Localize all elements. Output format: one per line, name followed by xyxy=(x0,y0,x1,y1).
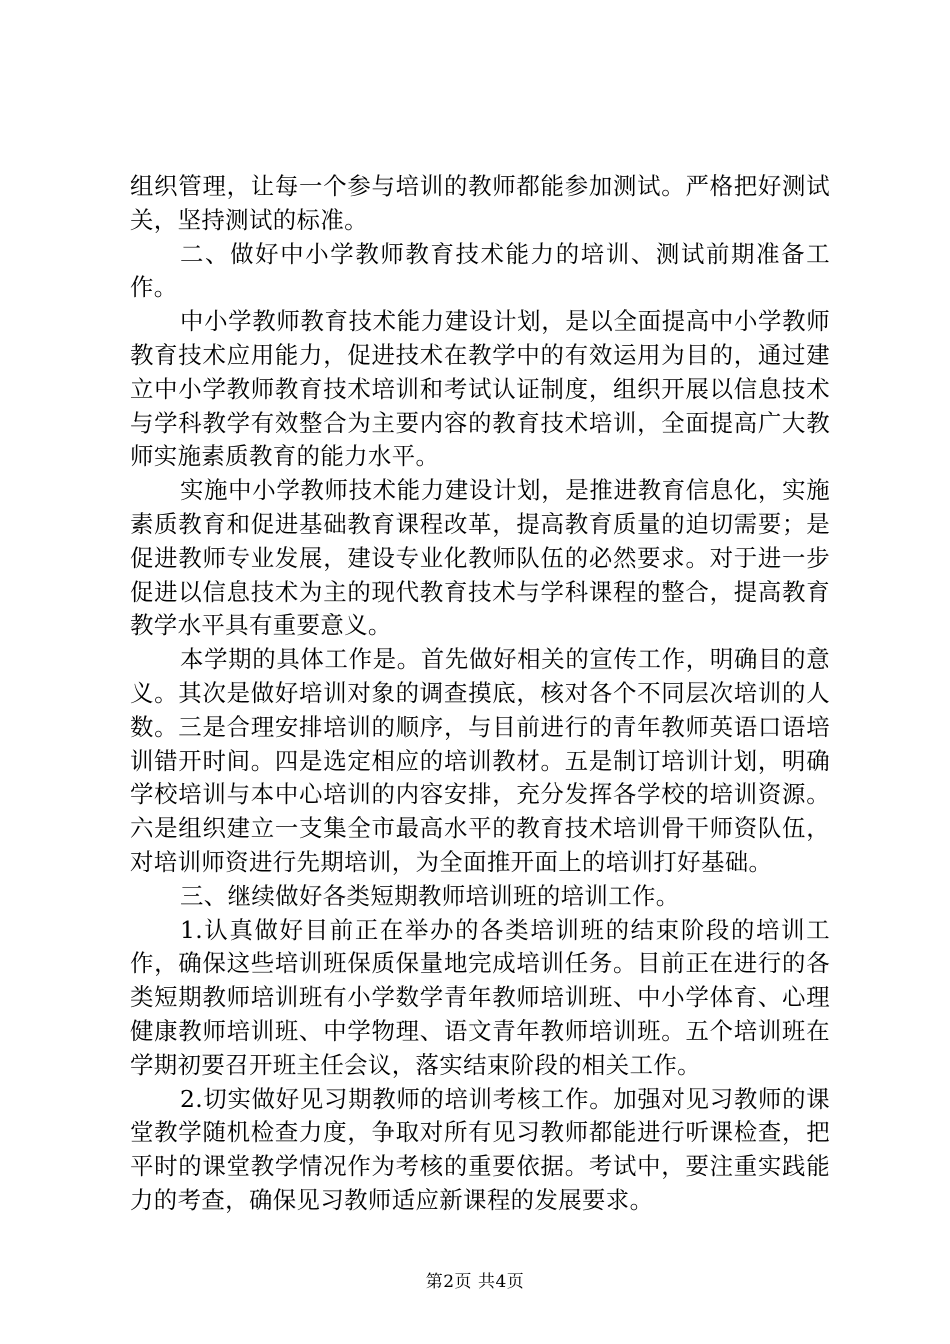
paragraph-5: 本学期的具体工作是。首先做好相关的宣传工作，明确目的意义。其次是做好培训对象的调查摸底，核对各个不同层次培训的人数。三是合理安排培训的顺序，与目前进行的青年教师英语口语培训错开时间。四是选定相应的培训教材。五是制订培训计划，明确学校培训与本中心培训的内容安排，充分发挥各学校的培训资源。六是组织建立一支集全市最高水平的教育技术培训骨干师资队伍，对培训师资进行先期培训，为全面推开面上的培训打好基础。 xyxy=(130,645,830,876)
paragraph-8: 2.切实做好见习期教师的培训考核工作。加强对见习教师的课堂教学随机检查力度，争取对所有见习教师都能进行听课检查，把平时的课堂教学情况作为考核的重要依据。考试中，要注重实践能力的考查，确保见习教师适应新课程的发展要求。 xyxy=(130,1084,830,1214)
page-number-footer: 第2页 共4页 xyxy=(425,1272,525,1292)
document-body xyxy=(130,170,830,1218)
paragraph-6-heading: 三、继续做好各类短期教师培训班的培训工作。 xyxy=(180,881,680,910)
paragraph-4: 实施中小学教师技术能力建设计划，是推进教育信息化，实施素质教育和促进基础教育课程改革，提高教育质量的迫切需要；是促进教师专业发展，建设专业化教师队伍的必然要求。对于进一步促进以信息技术为主的现代教育技术与学科课程的整合，提高教育教学水平具有重要意义。 xyxy=(130,476,830,640)
paragraph-1: 组织管理，让每一个参与培训的教师都能参加测试。严格把好测试关，坚持测试的标准。 xyxy=(130,172,830,234)
paragraph-2-heading: 二、做好中小学教师教育技术能力的培训、测试前期准备工作。 xyxy=(130,239,830,302)
paragraph-7: 1.认真做好目前正在举办的各类培训班的结束阶段的培训工作，确保这些培训班保质保量地完成培训任务。目前正在进行的各类短期教师培训班有小学数学青年教师培训班、中小学体育、心理健康教师培训班、中学物理、语文青年教师培训班。五个培训班在学期初要召开班主任会议，落实结束阶段的相关工作。 xyxy=(130,915,830,1079)
paragraph-3: 中小学教师教育技术能力建设计划，是以全面提高中小学教师教育技术应用能力，促进技术在教学中的有效运用为目的，通过建立中小学教师教育技术培训和考试认证制度，组织开展以信息技术与学科教学有效整合为主要内容的教育技术培训，全面提高广大教师实施素质教育的能力水平。 xyxy=(130,307,830,471)
